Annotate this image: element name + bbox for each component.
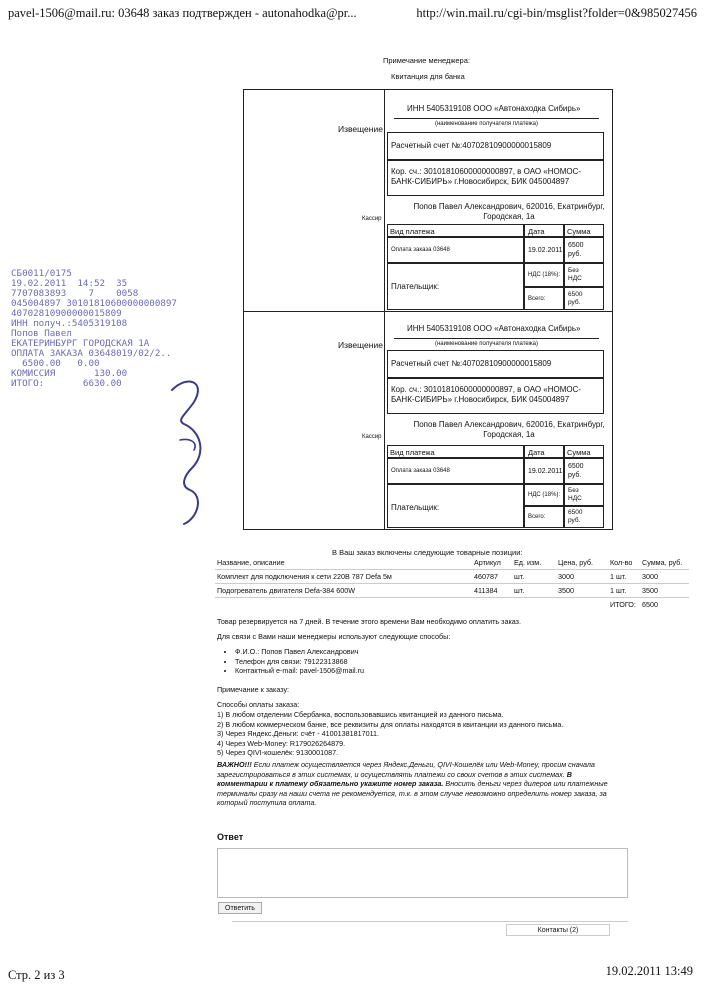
stamp-line: 6500.00 0.00 (11, 358, 100, 369)
payment-sum: 6500 руб. (568, 242, 584, 258)
print-header-url: http://win.mail.ru/cgi-bin/msglist?folder=0&985027456 (416, 6, 697, 20)
payment-description: Оплата заказа 03648 (391, 247, 450, 253)
contacts-intro: Для связи с Вами наши менеджеры используют следующие способы: (217, 632, 451, 641)
total-label: Всего: (528, 514, 546, 520)
payment-sum: 6500 руб. (568, 463, 584, 479)
payment-date: 19.02.2011 (528, 468, 563, 475)
col-price: Цена, руб. (558, 558, 593, 567)
payment-methods-title: Способы оплаты заказа: (217, 700, 300, 709)
col-qty: Кол-во (610, 558, 633, 567)
print-header-title: pavel-1506@mail.ru: 03648 заказ подтвержден - autonahodka@pr... (8, 6, 357, 20)
stamp-line: КОМИССИЯ 130.00 (11, 368, 128, 379)
reply-button[interactable]: Ответить (218, 902, 262, 914)
bank-receipt-1 (243, 89, 613, 312)
page-number: Стр. 2 из 3 (8, 968, 65, 982)
stamp-line: СБ0011/0175 (11, 268, 72, 279)
reserve-text: Товар резервируется на 7 дней. В течение этого времени Вам необходимо оплатить заказ. (217, 617, 521, 626)
col-date: Дата (528, 448, 545, 457)
important-notice: ВАЖНО!!! Если платеж осуществляется через Яндекс.Деньги, QIVI-Кошелёк или Web-Money, просим сначала зарегистрироваться в этих системах, и осуществлять платежи со своих счетов в этих системах. В комментарии к платежу обязательно укажите номер заказа. Вносить деньги через дилеров или платежные терминалы сразу на наши счета не рекомендуется, т.к. в этом случае невозможно определить номер заказа, за который поступила оплата. (217, 760, 608, 808)
stamp-line: 7707083893 7 0058 (11, 288, 139, 299)
col-date: Дата (528, 227, 545, 236)
cashier-label: Кассир (362, 434, 382, 440)
account-number: Расчетный счет №:40702810900000015809 (391, 141, 552, 150)
recipient-name: ИНН 5405319108 ООО «Автонаходка Сибирь» (407, 324, 581, 333)
order-title: В Ваш заказ включены следующие товарные позиции: (332, 548, 523, 557)
vat-label: НДС (18%): (528, 492, 561, 498)
order-items-table (215, 556, 689, 611)
payment-date: 19.02.2011 (528, 247, 563, 254)
receipt-title: Квитанция для банка (391, 72, 465, 81)
vat-value: Без НДС (568, 487, 582, 502)
account-box (387, 132, 604, 160)
col-article: Артикул (474, 558, 501, 567)
order-note: Примечание к заказу: (217, 685, 290, 694)
contacts-list (217, 647, 622, 676)
order-total-label: ИТОГО: (608, 598, 640, 612)
col-unit: Ед. изм. (514, 558, 542, 567)
recipient-name: ИНН 5405319108 ООО «Автонаходка Сибирь» (407, 104, 581, 113)
total-value: 6500 руб. (568, 291, 583, 306)
stamp-line: ИТОГО: 6630.00 (11, 378, 122, 389)
payment-methods: 1) В любом отделении Сбербанка, воспользовавшись квитанцией из данного письма. 2) В любом коммерческом банке, все реквизиты для оплаты находятся в квитанции из данного письма. 3) Через Яндекс.Деньги: счёт - 41001381817011. 4) Через Web-Money: R179026264879. 5) Через QIVI-кошелёк: 9130001087. (217, 710, 564, 758)
handwritten-signature (150, 368, 220, 528)
stamp-line: 19.02.2011 14:52 35 (11, 278, 128, 289)
contact-name: • Ф.И.О.: Попов Павел Александрович (235, 647, 622, 657)
stamp-line: ЕКАТЕРИНБУРГ ГОРОДСКАЯ 1А (11, 338, 150, 349)
notice-label: Извещение (338, 340, 383, 350)
contacts-tab[interactable]: Контакты (2) (506, 924, 610, 936)
vat-value: Без НДС (568, 267, 582, 282)
recipient-caption: (наименование получателя платежа) (435, 121, 539, 127)
col-payment-type: Вид платежа (390, 227, 435, 236)
col-name: Название, описание (217, 558, 285, 567)
table-row: Подогреватель двигателя Defa-384 600W 411384 шт. 3500 1 шт. 3500 (215, 584, 689, 598)
col-sum: Сумма (567, 448, 591, 457)
bank-details-line2: БАНК-СИБИРЬ» г.Новосибирск, БИК 045004897 (391, 177, 570, 186)
col-sum: Сумма (567, 227, 591, 236)
contact-email: • Контактный e-mail: pavel-1506@mail.ru (235, 666, 622, 676)
stamp-line: ИНН получ.:5405319108 (11, 318, 128, 329)
reply-textarea[interactable] (217, 848, 628, 898)
bank-receipt-2 (243, 311, 613, 530)
total-value: 6500 руб. (568, 509, 583, 524)
order-total-value: 6500 (640, 598, 689, 612)
account-box (387, 350, 604, 378)
stamp-line: 045004897 30101810600000000897 (11, 298, 177, 309)
payer-address: Попов Павел Александрович, 620016, Екатринбург, Городская, 1а (413, 420, 605, 439)
bank-details-line2: БАНК-СИБИРЬ» г.Новосибирск, БИК 045004897 (391, 395, 570, 404)
payment-description: Оплата заказа 03648 (391, 468, 450, 474)
col-total: Сумма, руб. (642, 558, 683, 567)
print-timestamp: 19.02.2011 13:49 (605, 964, 693, 978)
payer-label: Плательщик: (391, 282, 440, 291)
manager-note: Примечание менеджера: (383, 56, 470, 65)
bank-details-line1: Кор. сч.: 30101810600000000897, в ОАО «НОМОС- (391, 385, 582, 394)
vat-label: НДС (18%): (528, 272, 561, 278)
stamp-line: ОПЛАТА ЗАКАЗА 03648019/02/2.. (11, 348, 172, 359)
recipient-caption: (наименование получателя платежа) (435, 341, 539, 347)
table-row: Комплект для подключения к сети 220В 787 Defa 5м 460787 шт. 3000 1 шт. 3000 (215, 570, 689, 584)
contact-phone: • Телефон для связи: 79122313868 (235, 657, 622, 667)
reply-title: Ответ (217, 832, 244, 842)
account-number: Расчетный счет №:40702810900000015809 (391, 359, 552, 368)
bank-details-box (387, 160, 604, 196)
payer-label: Плательщик: (391, 503, 440, 512)
bank-details-box (387, 378, 604, 414)
stamp-line: 40702810900000015809 (11, 308, 122, 319)
bank-details-line1: Кор. сч.: 30101810600000000897, в ОАО «НОМОС- (391, 167, 582, 176)
cashier-label: Кассир (362, 216, 382, 222)
stamp-line: Попов Павел (11, 328, 72, 339)
total-label: Всего: (528, 296, 546, 302)
payer-address: Попов Павел Александрович, 620016, Екатринбург, Городская, 1а (413, 202, 605, 221)
col-payment-type: Вид платежа (390, 448, 435, 457)
notice-label: Извещение (338, 124, 383, 134)
